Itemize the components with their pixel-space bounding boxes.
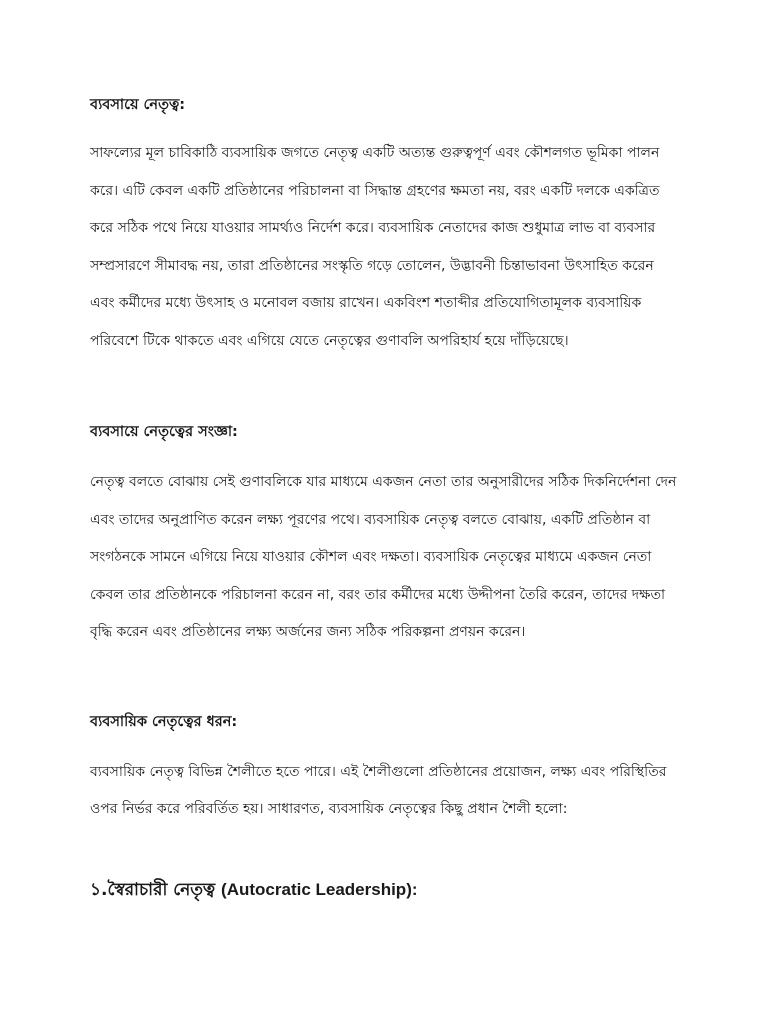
- section-paragraph-leadership-in-business: সাফল্যের মূল চাবিকাঠি ব্যবসায়িক জগতে নেতৃত্ব একটি অত্যন্ত গুরুত্বপূর্ণ এবং কৌশলগত ভূমিকা পালন করে। এটি কেবল একটি প্রতিষ্ঠানের পরিচালনা বা সিদ্ধান্ত গ্রহণের ক্ষমতা নয়, বরং একটি দলকে একত্রিত করে সঠিক পথে নিয়ে যাওয়ার সামর্থ্যও নির্দেশ করে। ব্যবসায়িক নেতাদের কাজ শুধুমাত্র লাভ বা ব্যবসার সম্প্রসারণে সীমাবদ্ধ নয়, তারা প্রতিষ্ঠানের সংস্কৃতি গড়ে তোলেন, উদ্ভাবনী চিন্তাভাবনা উৎসাহিত করেন এবং কর্মীদের মধ্যে উৎসাহ ও মনোবল বজায় রাখেন। একবিংশ শতাব্দীর প্রতিযোগিতামূলক ব্যবসায়িক পরিবেশে টিকে থাকতে এবং এগিয়ে যেতে নেতৃত্বের গুণাবলি অপরিহার্য হয়ে দাঁড়িয়েছে।: [90, 145, 660, 349]
- section-paragraph-types: ব্যবসায়িক নেতৃত্ব বিভিন্ন শৈলীতে হতে পারে। এই শৈলীগুলো প্রতিষ্ঠানের প্রয়োজন, লক্ষ্য এবং পরিস্থিতির ওপর নির্ভর করে পরিবর্তিত হয়। সাধারণত, ব্যবসায়িক নেতৃত্বের কিছু প্রধান শৈলী হলো:: [90, 763, 667, 817]
- section-heading-definition: ব্যবসায়ে নেতৃত্বের সংজ্ঞা:: [90, 424, 238, 440]
- section-heading-types: ব্যবসায়িক নেতৃত্বের ধরন:: [90, 713, 238, 730]
- subheading-bangla-text: ১.স্বৈরাচারী নেতৃত্ব: [90, 879, 222, 900]
- section-heading-leadership-in-business: ব্যবসায়ে নেতৃত্ব:: [90, 97, 186, 113]
- subheading-autocratic-leadership: [90, 879, 680, 901]
- section-paragraph-definition: নেতৃত্ব বলতে বোঝায় সেই গুণাবলিকে যার মাধ্যমে একজন নেতা তার অনুসারীদের সঠিক দিকনির্দেশনা দেন এবং তাদের অনুপ্রাণিত করেন লক্ষ্য পূরণের পথে। ব্যবসায়িক নেতৃত্ব বলতে বোঝায়, একটি প্রতিষ্ঠান বা সংগঠনকে সামনে এগিয়ে নিয়ে যাওয়ার কৌশল এবং দক্ষতা। ব্যবসায়িক নেতৃত্বের মাধ্যমে একজন নেতা কেবল তার প্রতিষ্ঠানকে পরিচালনা করেন না, বরং তার কর্মীদের মধ্যে উদ্দীপনা তৈরি করেন, তাদের দক্ষতা বৃদ্ধি করেন এবং প্রতিষ্ঠানের লক্ষ্য অর্জনের জন্য সঠিক পরিকল্পনা প্রণয়ন করেন।: [90, 474, 677, 640]
- subheading-latin-text: (Autocratic Leadership):: [221, 879, 418, 899]
